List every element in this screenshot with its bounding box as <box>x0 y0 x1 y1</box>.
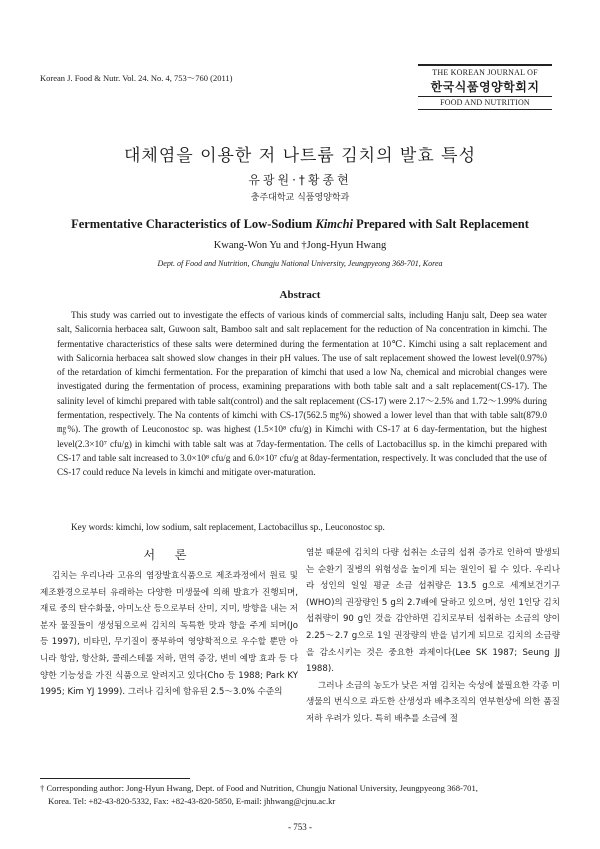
authors-english: Kwang-Won Yu and †Jong-Hyun Hwang <box>213 240 387 251</box>
title-english-part2: Prepared with Salt Replacement <box>353 217 529 231</box>
authors-korean: 유광원·†황종현 <box>248 173 352 187</box>
footnote-line-2: Korea. Tel: +82-43-820-5332, Fax: +82-43-820-5850, E-mail: jhhwang@cjnu.ac.kr <box>48 795 336 806</box>
intro-paragraph-1-continued: 염분 때문에 김치의 다량 섭취는 소금의 섭취 증가로 인하여 발생되는 순환기 질병의 위험성을 높이게 되는 원인이 될 수 있다. 우리나라 성인의 일일 평균 소금 섭취량은 13.5 g으로 세계보건기구(WHO)의 권장량인 5 g의 2.7배에 달하고 있으며, 성인 1인당 김치섭취량이 90 g인 것을 감안하면 김치로부터 섭취하는 소금의 양이 2.25～2.7 g으로 1일 권장량의 반을 넘기게 되므로 김치의 소금량을 감소시키는 것은 중요한 과제이다(Lee SK 1987; Seung JJ 1988). <box>306 548 560 675</box>
title-korean: 대체염을 이용한 저 나트륨 김치의 발효 특성 <box>123 146 477 166</box>
intro-column-right <box>306 545 560 728</box>
keywords: Key words: kimchi, low sodium, salt replacement, Lactobacillus sp., Leuconostoc sp. <box>71 522 385 532</box>
journal-logo <box>418 64 552 110</box>
affiliation-korean: 충주대학교 식품영양학과 <box>250 193 350 203</box>
journal-name-en-top: THE KOREAN JOURNAL OF <box>432 68 538 77</box>
abstract-heading: Abstract <box>279 289 321 301</box>
intro-paragraph-1: 김치는 우리나라 고유의 염장발효식품으로 제조과정에서 원료 및 제조환경으로부터 유래하는 다양한 미생물에 의해 발효가 진행되며, 재료 중의 탄수화물, 아미노산 등으로부터 산미, 지미, 방향을 내는 저분자 물질들이 생성됨으로써 김치의 독특한 맛과 향을 주게 되며(Jo 등 1997), 비타민, 무기질이 풍부하여 영양학적으로 우수할 뿐만 아니라 항암, 항산화, 콜레스테롤 저하, 면역 증강, 변비 예방 효과 등 다양한 기능성을 가진 식품으로 알려지고 있다(Cho 등 1988; Park KY 1995; Kim YJ 1999). 그러나 김치에 함유된 2.5～3.0% 수준의 <box>40 571 298 698</box>
title-english-part1: Fermentative Characteristics of Low-Sodium <box>71 217 316 231</box>
intro-column-left <box>40 568 298 701</box>
footnote-divider <box>40 778 190 779</box>
title-english <box>0 217 600 232</box>
intro-paragraph-2: 그러나 소금의 농도가 낮은 저염 김치는 숙성에 불필요한 각종 미생물의 번식으로 과도한 산생성과 배추조직의 연부현상에 의한 품질 저하 우려가 있다. 특히 배추를 소금에 절 <box>306 680 560 724</box>
footnote-line-1: † Corresponding author: Jong-Hyun Hwang, Dept. of Food and Nutrition, Chungju National University, Jeungpyeong 368-701, <box>40 783 478 793</box>
title-english-italic: Kimchi <box>315 217 353 231</box>
corresponding-author-footnote <box>40 782 560 807</box>
journal-name-ko: 한국식품영양학회지 <box>430 80 540 94</box>
abstract-body <box>57 308 547 480</box>
affiliation-english: Dept. of Food and Nutrition, Chungju National University, Jeungpyeong 368-701, Korea <box>157 259 443 268</box>
abstract-text: This study was carried out to investigate the effects of various kinds of commercial salts, including Hanju salt, Deep sea water salt, Salicornia herbacea salt, Guwoon salt, Bamboo salt and salt replacement for the reduction of Na concentration in kimchi. The fermentative characteristics of these salts were determined during the fermentation at 10℃. Kimchi using a salt replacement and with Salicornia herbacea salt showed slow changes in their pH values. The use of salt replacement showed the lowest level(0.97%) of the retardation of kimchi fermentation. For the preparation of kimchi that used a low Na, chemical and microbial changes were investigated during the fermentation of process, examining preparations with both table salt and a salt replacement(CS-17). The salinity level of kimchi prepared with table salt(control) and the salt replacement (CS-17) were 2.17～2.5% and 1.72～1.99% during fermentation, respectively. The Na contents of kimchi with CS-17(562.5 ㎎%) showed a lower level than that with table salt(879.0 ㎎%). The growth of Leuconostoc sp. was highest (1.5×10⁸ cfu/g) in Kimchi with CS-17 at 6 day-fermentation, but the highest level(2.3×10⁷ cfu/g) in kimchi with table salt was at 7day-fermentation. The cells of Lactobacillus sp. in the kimchi prepared with CS-17 and table salt increased to 3.0×10⁸ cfu/g and 6.0×10⁷ cfu/g at 8day-fermentation, respectively. It was concluded that the use of CS-17 could reduce Na levels in kimchi and mitigate over-maturation. <box>57 310 547 478</box>
page-number: - 753 - <box>288 822 312 832</box>
journal-citation: Korean J. Food & Nutr. Vol. 24. No. 4, 753～760 (2011) <box>40 73 233 83</box>
journal-name-en-bottom: FOOD AND NUTRITION <box>418 96 552 107</box>
section-heading-introduction: 서 론 <box>143 548 195 562</box>
